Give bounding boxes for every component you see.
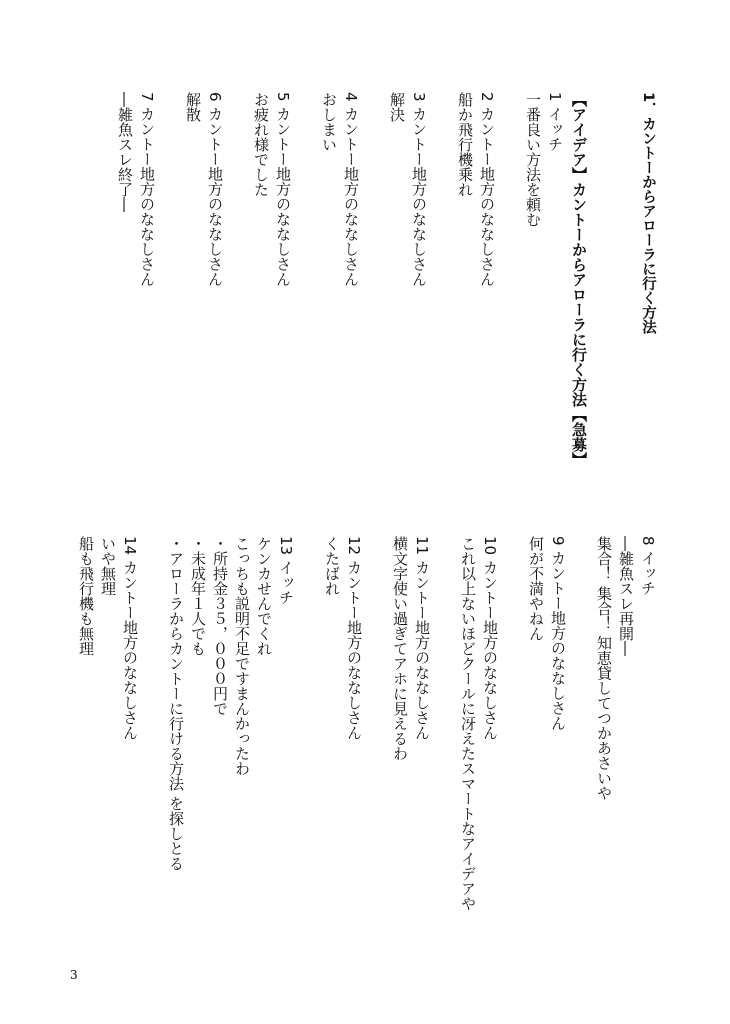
post-header: 12 カントー地方のななしさん (345, 536, 363, 740)
post-body-line: ・未成年１人でも (189, 536, 207, 656)
post-body-line: 解散 (184, 92, 202, 122)
post-body-line: ―雑魚スレ再開― (617, 536, 635, 656)
post-header: 6 カントー地方のななしさん (206, 92, 224, 287)
post-header: 10 カントー地方のななしさん (481, 536, 499, 740)
post-body-line: 解決 (388, 92, 406, 122)
post-body-line: 何が不満やねん (527, 536, 545, 641)
post-body-line: 船か飛行機乗れ (456, 92, 474, 197)
post-header: 9 カントー地方のななしさん (549, 536, 567, 731)
post-header: 1 イッチ (546, 92, 564, 152)
post-header: 7 カントー地方のななしさん (138, 92, 156, 287)
post-body-line: くたばれ (323, 536, 341, 596)
post-body-line: 横文字使い過ぎてアホに見えるわ (391, 536, 409, 761)
post-header: 11 カントー地方のななしさん (413, 536, 431, 740)
post-body-line: いや無理 (99, 536, 117, 596)
post-header: 8 イッチ (639, 536, 657, 596)
post-body-line: ケンカせんでくれ (255, 536, 273, 656)
post-body-line: これ以上ないほどクールに冴えたスマートなアイデアや (459, 536, 477, 911)
post-body-line: 船も飛行機も無理 (77, 536, 95, 656)
post-header: 2 カントー地方のななしさん (478, 92, 496, 287)
page-number: 3 (70, 968, 78, 982)
post-header: 14 カントー地方のななしさん (121, 536, 139, 740)
thread-title: 【アイデア】カントーからアローラに行く方法【急募】 (570, 92, 588, 467)
post-body-line: ・アローラからカントーに行ける方法 を探しとる (167, 536, 185, 871)
post-body-line: おしまい (320, 92, 338, 152)
post-body-line: お疲れ様でした (252, 92, 270, 197)
post-body-line: ・所持金３５，０００円で (211, 536, 229, 716)
post-header: 4 カントー地方のななしさん (342, 92, 360, 287)
post-body-line: 一番良い方法を頼む (524, 92, 542, 227)
chapter-title: 1．カントーからアローラに行く方法 (640, 92, 656, 335)
post-header: 3 カントー地方のななしさん (410, 92, 428, 287)
post-body-line: こっちも説明不足ですまんかったわ (233, 536, 251, 776)
post-header: 13 イッチ (277, 536, 295, 605)
post-body-line: ―雑魚スレ終了― (116, 92, 134, 212)
post-header: 5 カントー地方のななしさん (274, 92, 292, 287)
post-body-line: 集合！ 集合！ 知恵貸してつかあさいや (595, 536, 613, 801)
